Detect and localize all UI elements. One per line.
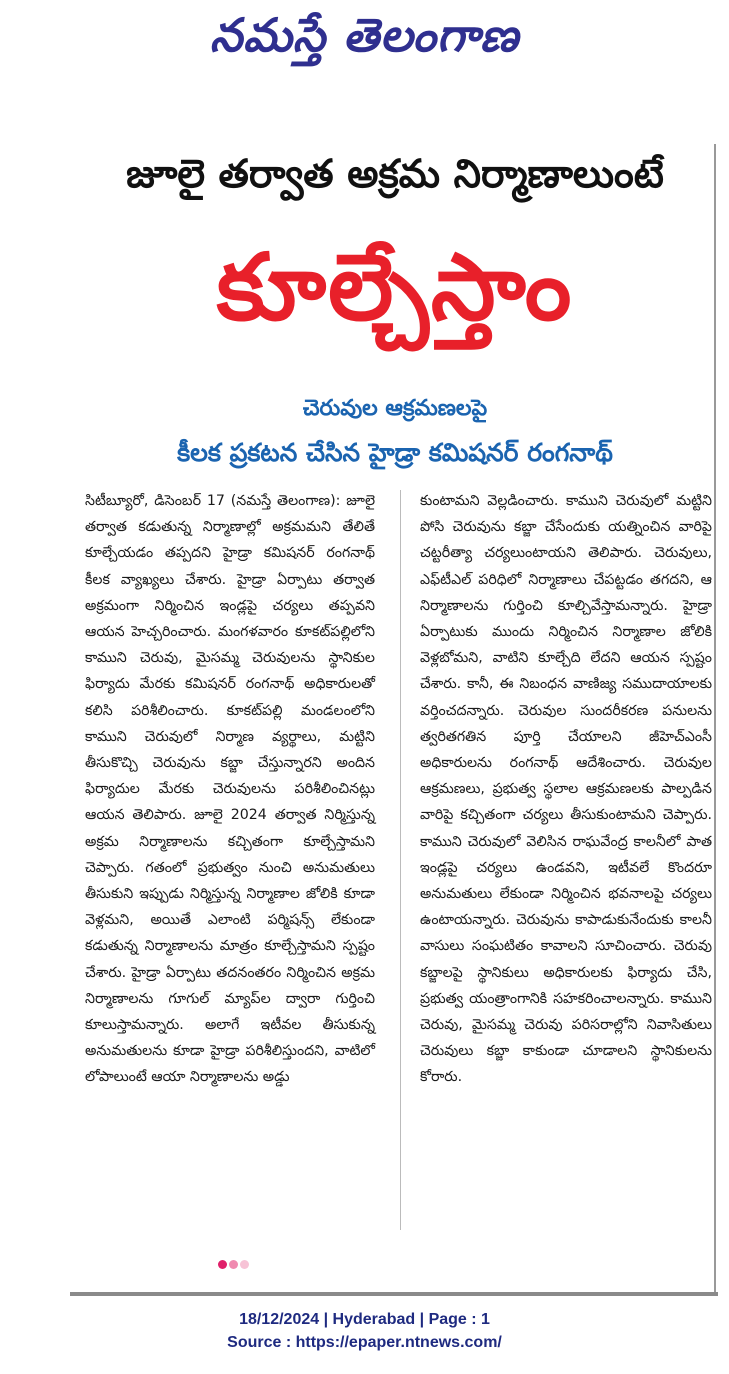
article-headline: కూల్చేస్తాం (216, 234, 574, 341)
article-border-bottom (70, 1292, 718, 1296)
body-text-right: కుంటామని వెల్లడించారు. కాముని చెరువులో మట్టిని పోసి చెరువును కబ్జా చేసేందుకు యత్నించిన వారిపై చట్టరీత్యా చర్యలుంటాయని తెలిపారు. చెరువులు, ఎఫ్‌టీఎల్ పరిధిలో నిర్మాణాలు చేపట్టడం తగదని, ఆ నిర్మాణాలను గుర్తించి కూల్చివేస్తామన్నారు. హైడ్రా ఏర్పాటుకు ముందు నిర్మించిన నిర్మాణాల జోలికి వెళ్లబోమని, వాటిని కూల్చేది లేదని ఆయన స్పష్టం చేశారు. కానీ, ఈ నిబంధన వాణిజ్య సముదాయాలకు వర్తించదన్నారు. చెరువుల సుందరీకరణ పనులను త్వరితగతిన పూర్తి చేయాలని జీహెచ్‌ఎంసీ అధికారులను రంగనాథ్ ఆదేశించారు. చెరువుల ఆక్రమణలు, ప్రభుత్వ స్థలాల ఆక్రమణలకు పాల్పడిన వారిపై కచ్చితంగా చర్యలు తీసుకుంటామని చెప్పారు. కాముని చెరువులో వెలిసిన రాఘవేంద్ర కాలనీలో పాత ఇండ్లపై చర్యలు ఉండవని, ఇటీవలే కొందరూ అనుమతులు లేకుండా నిర్మించిన భవనాలపై చర్యలు ఉంటాయన్నారు. చెరువును కాపాడుకునేందుకు కాలనీ వాసులు సంఘటితం కావాలని సూచించారు. చెరువు కబ్జాలపై స్థానికులు అధికారులకు ఫిర్యాదు చేసి, ప్రభుత్వ యంత్రాంగానికి సహకరించాలన్నారు. కాముని చెరువు, మైసమ్మ చెరువు పరిసరాల్లోని నివాసితులు చెరువులు కబ్జా కాకుండా చూడాలని స్థానికులను కోరారు. (420, 493, 712, 1086)
footer-date-line: 18/12/2024 | Hyderabad | Page : 1 (239, 1311, 490, 1328)
article-deck-line-2: కీలక ప్రకటన చేసిన హైడ్రా కమిషనర్ రంగనాథ్ (177, 438, 613, 467)
article-deck-line-1: చెరువుల ఆక్రమణలపై (302, 396, 488, 421)
dot-icon (229, 1260, 238, 1269)
article-body-right-column (420, 488, 712, 1091)
body-text-left: సిటీబ్యూరో, డిసెంబర్ 17 (నమస్తే తెలంగాణ): జూలై తర్వాత కడుతున్న నిర్మాణాల్లో అక్రమమని తేలితే కూల్చేయడం తప్పదని హైడ్రా కమిషనర్ రంగనాథ్ కీలక వ్యాఖ్యలు చేశారు. హైడ్రా ఏర్పాటు తర్వాత అక్రమంగా నిర్మించిన ఇండ్లపై చర్యలు తప్పవని ఆయన హెచ్చరించారు. మంగళవారం కూకట్‌పల్లిలోని కాముని చెరువు, మైసమ్మ చెరువులను స్థానికుల ఫిర్యాదు మేరకు కమిషనర్ రంగనాథ్ అధికారులతో కలిసి పరిశీలించారు. కూకట్‌పల్లి మండలంలోని కాముని చెరువులో నిర్మాణ వ్యర్థాలు, మట్టిని తీసుకొచ్చి చెరువును కబ్జా చేస్తున్నారని అందిన ఫిర్యాదుల మేరకు చెరువులను పరిశీలించినట్లు ఆయన తెలిపారు. జూలై 2024 తర్వాత నిర్మిస్తున్న అక్రమ నిర్మాణాలను కచ్చితంగా కూల్చేస్తామని చెప్పారు. గతంలో ప్రభుత్వం నుంచి అనుమతులు తీసుకుని ఇప్పుడు నిర్మిస్తున్న నిర్మాణాల జోలికి కూడా వెళ్లమని, అయితే ఎలాంటి పర్మిషన్స్ లేకుండా కడుతున్న నిర్మాణాలను మాత్రం కూల్చేస్తామని స్పష్టం చేశారు. హైడ్రా ఏర్పాటు తదనంతరం నిర్మించిన అక్రమ నిర్మాణాలను గూగుల్ మ్యాప్‌ల ద్వారా గుర్తించి కూలుస్తామన్నారు. అలాగే ఇటీవల తీసుకున్న అనుమతులను కూడా హైడ్రా పరిశీలిస్తుందని, వాటిలో లోపాలుంటే ఆయా నిర్మాణాలను అడ్డు (85, 493, 375, 1086)
article-border-right (714, 144, 716, 1294)
footer-source-link[interactable]: Source : https://epaper.ntnews.com/ (227, 1334, 502, 1351)
article-body-left-column (85, 488, 375, 1091)
news-article (70, 140, 720, 1290)
end-dots-ornament (218, 1254, 251, 1268)
dot-icon (240, 1260, 249, 1269)
article-kicker: జూలై తర్వాత అక్రమ నిర్మాణాలుంటే (126, 152, 664, 197)
dot-icon (218, 1260, 227, 1269)
newspaper-masthead: నమస్తే తెలంగాణ (209, 8, 520, 62)
column-divider (400, 490, 401, 1230)
